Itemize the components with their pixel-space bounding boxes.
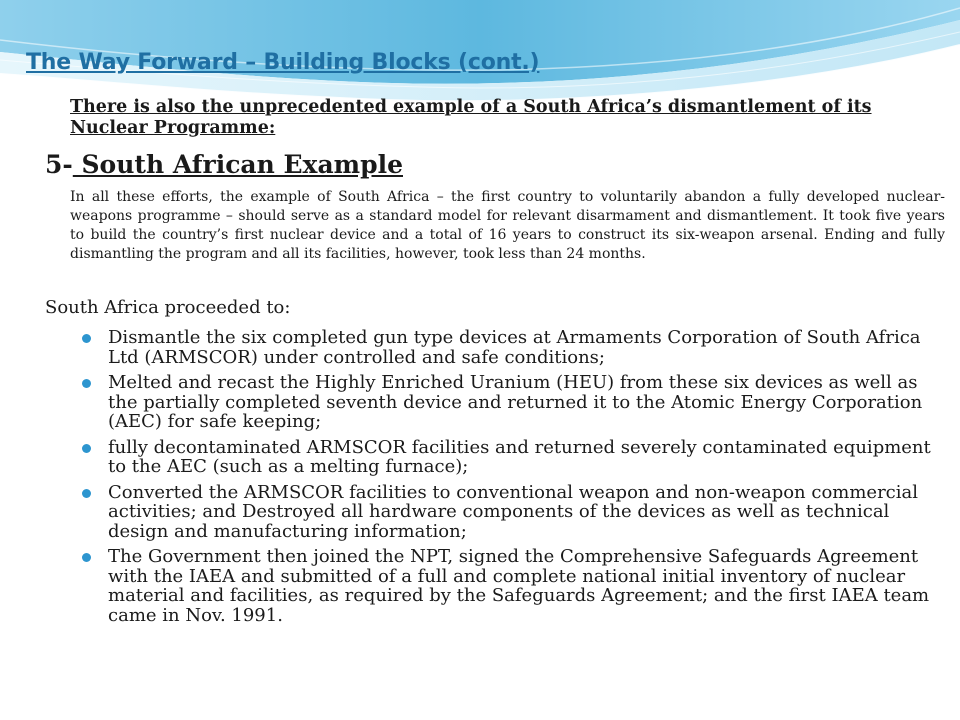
example-paragraph: In all these efforts, the example of South Africa – the first country to voluntarily abandon a fully developed nuclear-weapons programme – should serve as a standard model for relevant disarmament and dismantlement. It took five years to build the country’s first nuclear device and a total of 16 years to construct its six-weapon arsenal. Ending and fully dismantling the program and all its facilities, however, took less than 24 months. — [70, 189, 945, 262]
section-heading-text: South African Example — [72, 150, 403, 179]
bullet-text: Converted the ARMSCOR facilities to conventional weapon and non-weapon commercial activities; and Destroyed all hardware components of the devices as well as technical design and manufacturing information; — [108, 481, 919, 542]
list-item — [80, 328, 940, 367]
bullet-icon — [82, 444, 91, 453]
bullet-text: fully decontaminated ARMSCOR facilities and returned severely contaminated equipment to the AEC (such as a melting furnace); — [108, 436, 931, 477]
slide-title: The Way Forward – Building Blocks (cont.) — [26, 50, 540, 75]
intro-statement: There is also the unprecedented example of a South Africa’s dismantlement of its Nuclear Programme: — [70, 97, 872, 138]
list-item — [80, 547, 940, 625]
bullet-icon — [82, 553, 91, 562]
section-heading — [45, 150, 403, 180]
bullet-icon — [82, 334, 91, 343]
bullet-text: Melted and recast the Highly Enriched Uranium (HEU) from these six devices as well as the partially completed seventh device and returned it to the Atomic Energy Corporation (AEC) for safe keeping; — [108, 372, 923, 432]
bullet-list — [80, 328, 940, 631]
list-item — [80, 438, 940, 477]
bullet-icon — [82, 489, 91, 498]
bullet-text: Dismantle the six completed gun type devices at Armaments Corporation of South Africa Ltd (ARMSCOR) under controlled and safe conditions; — [108, 327, 921, 368]
section-number: 5- — [45, 150, 73, 179]
bullet-text: The Government then joined the NPT, signed the Comprehensive Safeguards Agreement with the IAEA and submitted of a full and complete national initial inventory of nuclear material and facilities, as required by the Safeguards Agreement; and the first IAEA team came in Nov. 1991. — [108, 546, 930, 626]
bullet-icon — [82, 379, 91, 388]
proceeded-label: South Africa proceeded to: — [45, 297, 291, 318]
list-item — [80, 373, 940, 432]
list-item — [80, 483, 940, 542]
